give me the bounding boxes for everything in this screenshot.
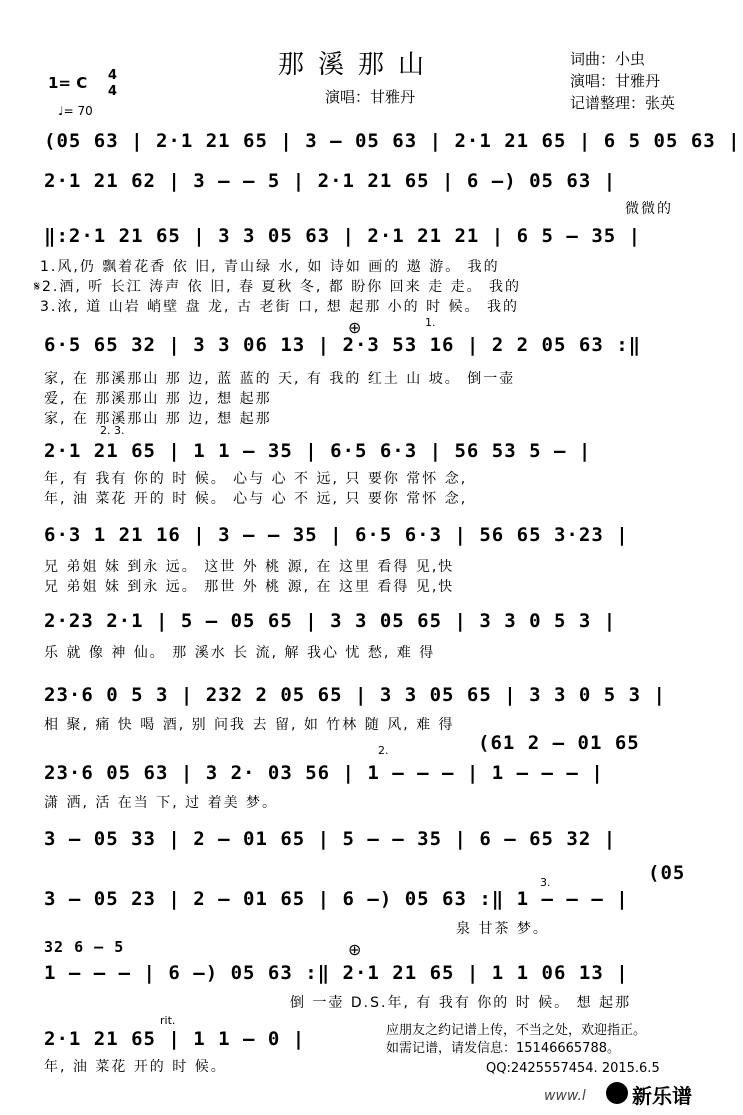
meter-bottom: 4	[108, 84, 118, 99]
volta-2-3: 2. 3.	[100, 424, 125, 437]
system-3-lyric-3: 3.浓, 道 山岩 峭壁 盘 龙, 古 老街 口, 想 起那 小的 时 候。 我的	[40, 299, 520, 315]
system-5-lyric-2: 年, 油 菜花 开的 时 候。 心与 心 不 远, 只 要你 常怀 念,	[44, 491, 468, 507]
notice-line-3: QQ:2425557454. 2015.6.5	[486, 1061, 660, 1076]
system-5-notes: 2·1 21 65 | 1 1 — 35 | 6·5 6·3 | 56 53 5 — |	[44, 440, 592, 462]
notice-line-2: 如需记谱，请发信息：15146665788。	[386, 1041, 620, 1056]
system-3-notes: ‖:2·1 21 65 | 3 3 05 63 | 2·1 21 21 | 6 5 — 35 |	[44, 225, 642, 247]
system-7-notes: 2·23 2·1 | 5 — 05 65 | 3 3 05 65 | 3 3 0 5 3 |	[44, 610, 617, 632]
logo-text: 新乐谱	[632, 1084, 692, 1108]
volta-1: 1.	[425, 316, 436, 329]
credit-lyricist: 词曲：小虫	[570, 50, 646, 68]
credit-transcriber: 记谱整理：张英	[570, 94, 676, 112]
system-6-lyric-1: 兄 弟姐 妹 到永 远。 这世 外 桃 源, 在 这里 看得 见,快	[44, 559, 455, 575]
page-title: 那溪那山	[278, 50, 439, 80]
system-4-lyric-3: 家, 在 那溪那山 那 边, 想 起那	[44, 411, 272, 427]
logo-disc-icon	[606, 1082, 628, 1104]
system-7-lyric-1: 乐 就 像 神 仙。 那 溪水 长 流, 解 我心 忧 愁, 难 得	[44, 645, 436, 661]
system-13-lyric-1: 年, 油 菜花 开的 时 候。	[44, 1059, 227, 1075]
system-8-notes: 23·6 0 5 3 | 232 2 05 65 | 3 3 05 65 | 3 3 0 5 3 |	[44, 684, 666, 706]
coda-sign-icon: ⊕	[348, 318, 362, 337]
system-4-lyric-2: 爱, 在 那溪那山 那 边, 想 起那	[44, 391, 272, 407]
coda-sign-2-icon: ⊕	[348, 940, 362, 959]
system-2-lyric-1: 微微的	[625, 201, 673, 217]
system-12-lyric-1: 倒 一壶 D.S.年, 有 我有 你的 时 候。 想 起那	[290, 995, 632, 1011]
tempo-mark: ♩= 70	[58, 104, 93, 118]
system-11-notes: 3 — 05 23 | 2 — 01 65 | 6 —) 05 63 :‖ 1 — — — |	[44, 888, 629, 910]
system-4-lyric-1: 家, 在 那溪那山 那 边, 蓝 蓝的 天, 有 我的 红土 山 坡。 倒一壶	[44, 371, 516, 387]
volta-2: 2.	[378, 744, 389, 757]
system-8-lyric-1: 相 聚, 痛 快 喝 酒, 别 问我 去 留, 如 竹林 随 风, 难 得	[44, 717, 455, 733]
key-signature: 1= C	[48, 74, 88, 92]
system-13-notes: 2·1 21 65 | 1 1 — 0 |	[44, 1028, 306, 1050]
watermark-url: www.l	[544, 1088, 586, 1104]
system-9-upper: (61 2 — 01 65	[478, 732, 640, 754]
credit-singer: 演唱：甘雅丹	[570, 72, 661, 90]
notice-line-1: 应朋友之约记谱上传，不当之处，欢迎指正。	[386, 1023, 647, 1038]
system-12-notes: 1 — — — | 6 —) 05 63 :‖ 2·1 21 65 | 1 1 06 13 |	[44, 962, 629, 984]
meter-top: 4	[108, 68, 118, 83]
system-1-notes: (05 63 | 2·1 21 65 | 3 — 05 63 | 2·1 21 65 | 6 5 05 63 |	[44, 130, 741, 152]
system-11-upper: (05	[648, 862, 686, 884]
rit-mark: rit.	[160, 1014, 176, 1027]
system-3-lyric-2: 𝄋2.酒, 听 长江 涛声 依 旧, 春 夏秋 冬, 都 盼你 回来 走 走。 我的	[34, 279, 522, 295]
system-11-lyric-1: 泉 甘茶 梦。	[456, 921, 549, 937]
system-6-lyric-2: 兄 弟姐 妹 到永 远。 那世 外 桃 源, 在 这里 看得 见,快	[44, 579, 455, 595]
system-9-lyric-1: 潇 洒, 活 在当 下, 过 着美 梦。	[44, 795, 279, 811]
system-10-notes: 3 — 05 33 | 2 — 01 65 | 5 — — 35 | 6 — 65 32 |	[44, 828, 617, 850]
system-6-notes: 6·3 1 21 16 | 3 — — 35 | 6·5 6·3 | 56 65 3·23 |	[44, 524, 629, 546]
system-5-lyric-1: 年, 有 我有 你的 时 候。 心与 心 不 远, 只 要你 常怀 念,	[44, 471, 468, 487]
system-4-notes: 6·5 65 32 | 3 3 06 13 | 2·3 53 16 | 2 2 05 63 :‖	[44, 334, 642, 356]
system-3-lyric-1: 1.风,仍 飘着花香 依 旧, 青山绿 水, 如 诗如 画的 遨 游。 我的	[40, 259, 500, 275]
system-9-notes: 23·6 05 63 | 3 2· 03 56 | 1 — — — | 1 — — — |	[44, 762, 604, 784]
volta-3: 3.	[540, 876, 551, 889]
singer-center: 演唱：甘雅丹	[325, 88, 416, 106]
system-12-upper: 32 6 — 5	[44, 938, 125, 956]
system-2-notes: 2·1 21 62 | 3 — — 5 | 2·1 21 65 | 6 —) 05 63 |	[44, 170, 617, 192]
